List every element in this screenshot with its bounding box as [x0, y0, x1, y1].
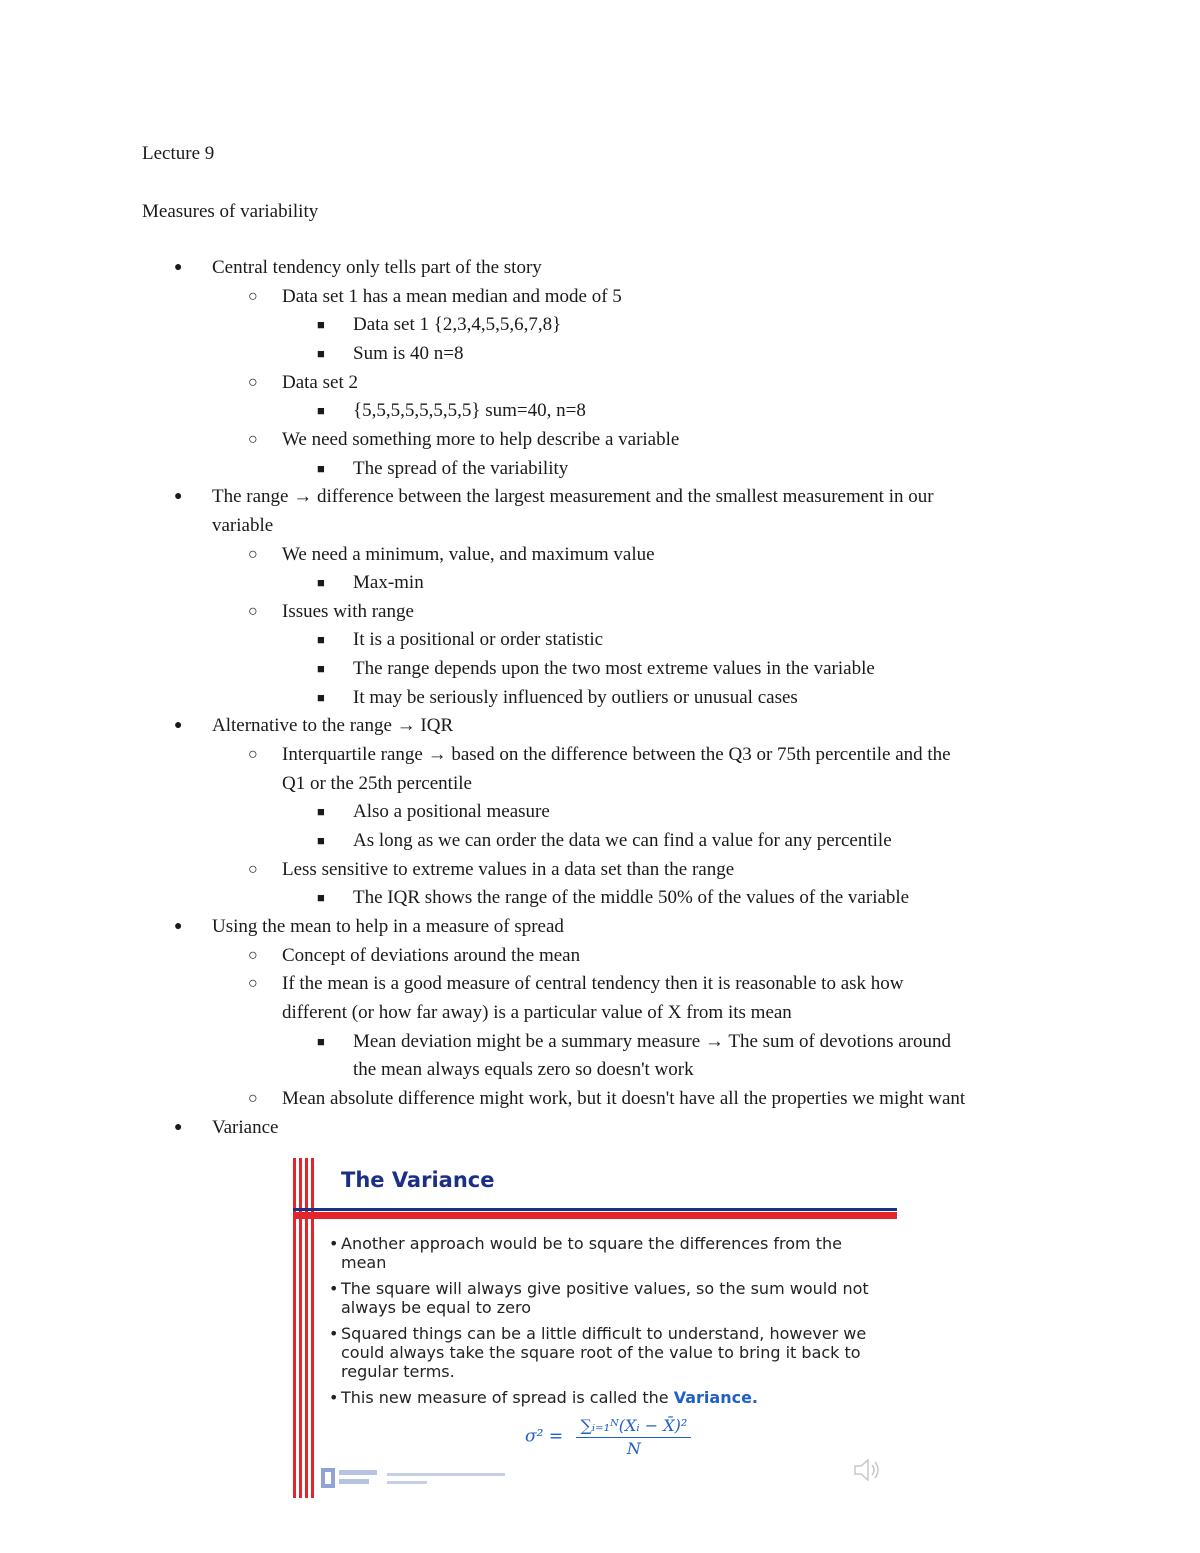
outline-item-level-2: Q1 or the 25th percentile: [282, 772, 472, 794]
slide-bullet-text: The square will always give positive values, so the sum would not always be equal to zero: [341, 1279, 869, 1317]
outline-bullet-level-3: ■: [317, 890, 325, 906]
slide-bullet-text: This new measure of spread is called the: [341, 1388, 674, 1407]
variance-formula: [525, 1416, 691, 1458]
outline-item-level-2: If the mean is a good measure of central tendency then it is reasonable to ask how: [282, 973, 904, 995]
slide-bullet-dot: •: [329, 1324, 339, 1343]
outline-bullet-level-2: ○: [248, 946, 258, 964]
outline-item-level-3: the mean always equals zero so doesn't work: [353, 1059, 694, 1081]
speaker-icon: [851, 1456, 885, 1484]
outline-bullet-level-3: ■: [317, 460, 325, 476]
outline-bullet-level-3: ■: [317, 403, 325, 419]
outline-item-level-3: Sum is 40 n=8: [353, 342, 464, 364]
formula-lhs: σ² =: [525, 1426, 564, 1447]
outline-item-level-3: Also a positional measure: [353, 801, 550, 823]
outline-item-level-2: We need a minimum, value, and maximum value: [282, 543, 655, 565]
outline-bullet-level-3: ■: [317, 345, 325, 361]
outline-bullet-level-1: ●: [174, 1119, 183, 1135]
outline-item-level-3: The range depends upon the two most extreme values in the variable: [353, 658, 875, 680]
outline-item-level-1: Using the mean to help in a measure of spread: [212, 915, 564, 937]
slide-bullet-list: [329, 1234, 881, 1414]
outline-bullet-level-3: ■: [317, 575, 325, 591]
outline-item-level-3: Data set 1 {2,3,4,5,5,6,7,8}: [353, 314, 562, 336]
outline-item-level-3: The spread of the variability: [353, 457, 569, 479]
outline-bullet-level-3: ■: [317, 1033, 325, 1049]
formula-denominator: N: [626, 1439, 641, 1458]
outline-bullet-level-2: ○: [248, 746, 258, 764]
lecture-title: Lecture 9: [142, 143, 215, 164]
university-logo: [321, 1466, 379, 1490]
outline-item-level-2: Less sensitive to extreme values in a data set than the range: [282, 858, 735, 880]
outline-bullet-level-2: ○: [248, 430, 258, 448]
slide-bullet-dot: •: [329, 1388, 339, 1407]
outline-item-level-1: Alternative to the range → IQR: [212, 715, 454, 737]
slide-title-underline-red: [293, 1212, 897, 1219]
formula-numerator: ∑ᵢ₌₁ᴺ(Xᵢ − X̄)²: [576, 1416, 691, 1438]
slide-bullet-dot: •: [329, 1234, 339, 1253]
outline-item-level-1: Central tendency only tells part of the story: [212, 257, 542, 278]
outline-item-level-2: Data set 1 has a mean median and mode of 5: [282, 285, 622, 307]
outline-item-level-1: Variance: [212, 1116, 279, 1138]
outline-item-level-3: It is a positional or order statistic: [353, 629, 604, 651]
slide-title: The Variance: [341, 1168, 495, 1192]
slide-bullet-item: [329, 1388, 881, 1407]
outline-bullet-level-3: ■: [317, 689, 325, 705]
embedded-slide: [293, 1158, 897, 1498]
slide-highlight-term: Variance.: [673, 1388, 758, 1407]
outline-bullet-level-3: ■: [317, 833, 325, 848]
logo-caption-lines: [387, 1472, 507, 1486]
outline-bullet-level-3: ■: [317, 317, 325, 333]
outline-bullet-level-2: ○: [248, 602, 258, 620]
outline-item-level-1: variable: [212, 514, 274, 536]
outline-bullet-level-2: ○: [248, 373, 258, 391]
outline-bullet-level-1: ●: [174, 918, 183, 934]
slide-bullet-text: Squared things can be a little difficult to understand, however we could always take the square root of the value to bring it back to regular terms.: [341, 1324, 867, 1381]
outline-bullet-level-2: ○: [248, 860, 258, 878]
outline-item-level-3: Mean deviation might be a summary measure → The sum of devotions around: [353, 1030, 952, 1052]
outline-item-level-3: {5,5,5,5,5,5,5,5} sum=40, n=8: [353, 400, 586, 422]
outline-bullet-level-2: ○: [248, 1089, 258, 1107]
outline-bullet-level-2: ○: [248, 287, 258, 305]
outline-item-level-3: As long as we can order the data we can find a value for any percentile: [353, 830, 892, 851]
outline-bullet-level-2: ○: [248, 975, 258, 993]
outline-item-level-2: Mean absolute difference might work, but it doesn't have all the properties we might want: [282, 1087, 966, 1109]
outline-bullet-level-1: ●: [174, 718, 183, 734]
outline-bullet-level-3: ■: [317, 632, 325, 648]
outline-item-level-3: It may be seriously influenced by outliers or unusual cases: [353, 686, 798, 708]
outline-bullet-level-3: ■: [317, 661, 325, 677]
outline-bullet-level-2: ○: [248, 545, 258, 563]
outline-item-level-2: different (or how far away) is a particular value of X from its mean: [282, 1001, 792, 1023]
slide-bullet-item: [329, 1234, 881, 1272]
slide-bullet-dot: •: [329, 1279, 339, 1298]
outline-bullet-level-1: ●: [174, 489, 183, 505]
slide-title-underline-blue: [293, 1208, 897, 1211]
outline-bullet-level-1: ●: [174, 260, 183, 275]
outline-item-level-3: The IQR shows the range of the middle 50% of the values of the variable: [353, 887, 910, 909]
outline-item-level-2: Concept of deviations around the mean: [282, 944, 581, 966]
outline-item-level-1: The range → difference between the largest measurement and the smallest measurement in our: [212, 486, 934, 508]
outline-bullet-level-3: ■: [317, 804, 325, 820]
slide-bullet-text: Another approach would be to square the differences from the mean: [341, 1234, 842, 1272]
section-title: Measures of variability: [142, 201, 319, 222]
outline-item-level-2: Issues with range: [282, 600, 414, 622]
outline-item-level-3: Max-min: [353, 572, 424, 594]
slide-bullet-item: [329, 1324, 881, 1381]
outline-item-level-2: We need something more to help describe a variable: [282, 428, 680, 450]
slide-bullet-item: [329, 1279, 881, 1317]
outline-item-level-2: Data set 2: [282, 371, 358, 393]
outline-item-level-2: Interquartile range → based on the difference between the Q3 or 75th percentile and the: [282, 744, 951, 766]
